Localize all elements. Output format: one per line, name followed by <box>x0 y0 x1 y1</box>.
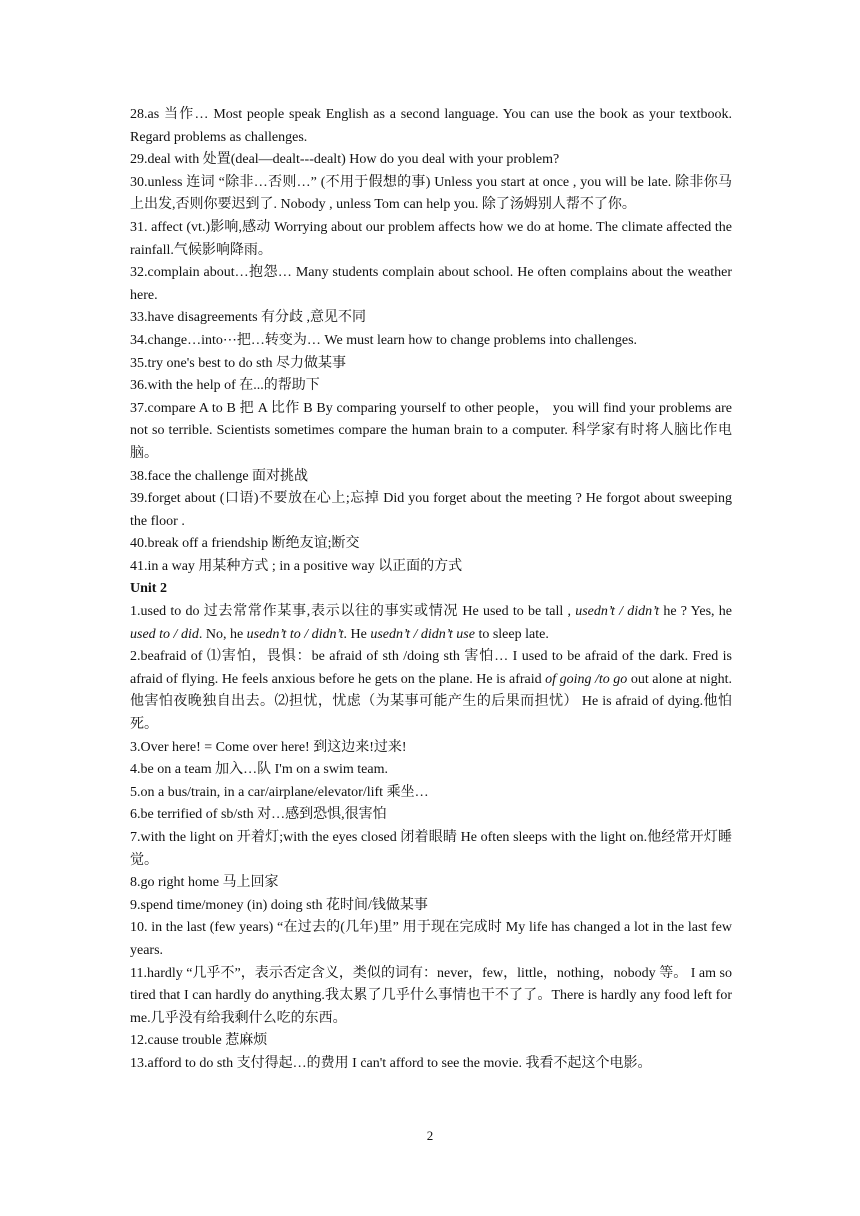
entry-40: 40.break off a friendship 断绝友谊;断交 <box>130 536 360 552</box>
entry-31: 31. affect (vt.)影响,感动 Worrying about our problem affects how we do at home. The climate affected the rainfall.气候影响降雨。 <box>130 219 732 258</box>
unit2-entry-13: 13.afford to do sth 支付得起…的费用 I can't afford to see the movie. 我看不起这个电影。 <box>130 1055 652 1071</box>
unit-heading: Unit 2 <box>130 581 167 597</box>
entry-38: 38.face the challenge 面对挑战 <box>130 468 309 484</box>
entry-41: 41.in a way 用某种方式 ; in a positive way 以正面的方式 <box>130 558 463 574</box>
entry-36: 36.with the help of 在...的帮助下 <box>130 378 320 394</box>
unit2-entry-2 <box>130 646 732 736</box>
entry-29: 29.deal with 处置(deal—dealt---dealt) How do you deal with your problem? <box>130 152 560 168</box>
text-run: out alone at night. 他害怕夜晚独自出去。⑵担忧，忧虑（为某事可能产生的后果而担忧） He is afraid of dying.他怕死。 <box>130 671 733 733</box>
entry-34: 34.change…into⋯把…转变为… We must learn how to change problems into challenges. <box>130 332 638 348</box>
text-run: . He <box>343 626 371 642</box>
text-run: to sleep late. <box>474 626 549 642</box>
entry-33: 33.have disagreements 有分歧 ,意见不同 <box>130 310 367 326</box>
page-number: 2 <box>426 1128 434 1143</box>
unit2-entry-10: 10. in the last (few years) “在过去的(几年)里” 用于现在完成时 My life has changed a lot in the last few years. <box>130 920 732 958</box>
page-content <box>130 104 732 1076</box>
italic-run: of going /to go <box>545 671 628 687</box>
unit2-entry-1 <box>130 601 732 646</box>
unit2-entry-5: 5.on a bus/train, in a car/airplane/elevator/lift 乘坐… <box>130 784 429 800</box>
unit2-entry-4: 4.be on a team 加入…队 I'm on a swim team. <box>130 762 388 778</box>
unit2-entry-12: 12.cause trouble 惹麻烦 <box>130 1033 268 1049</box>
italic-run: usedn’t / didn’t <box>575 604 660 620</box>
italic-run: used to / did <box>130 626 199 642</box>
entry-32: 32.complain about…抱怨… Many students complain about school. He often complains about the weather here. <box>130 265 732 303</box>
entry-30: 30.unless 连词 “除非…否则…” (不用于假想的事) Unless you start at once , you will be late. 除非你马上出发,否则你要迟到了. Nobody , unless Tom can help you. 除了汤姆别人帮不了你。 <box>130 174 732 213</box>
unit2-entry-9: 9.spend time/money (in) doing sth 花时间/钱做某事 <box>130 897 428 913</box>
entry-37: 37.compare A to B 把 A 比作 B By comparing yourself to other people， you will find your problems are not so terrible. Scientists sometimes compare the human brain to a computer. 科学家有时将人脑比作电脑。 <box>130 400 732 461</box>
entry-39: 39.forget about (口语)不要放在心上;忘掉 Did you forget about the meeting ? He forgot about sweeping the floor . <box>130 491 732 529</box>
italic-run: usedn’t to / didn’t <box>246 626 344 642</box>
entry-28: 28.as 当作… Most people speak English as a second language. You can use the book as your textbook. Regard problems as challenges. <box>130 107 732 145</box>
entry-35: 35.try one's best to do sth 尽力做某事 <box>130 355 347 371</box>
italic-run: usedn’t / didn’t use <box>370 626 475 642</box>
text-run: he ? Yes, he <box>659 604 732 620</box>
unit2-entry-11: 11.hardly “几乎不”，表示否定含义，类似的词有：never，few，little，nothing，nobody 等。 I am so tired that I can hardly do anything.我太累了几乎什么事情也干不了了。There is hardly any food left for me.几乎没有给我剩什么吃的东西。 <box>130 965 732 1026</box>
unit2-entry-6: 6.be terrified of sb/sth 对…感到恐惧,很害怕 <box>130 807 387 823</box>
unit2-entry-3: 3.Over here! = Come over here! 到这边来!过来! <box>130 739 407 755</box>
text-run: . No, he <box>198 626 247 642</box>
text-run: 2.beafraid of ⑴害怕，畏惧：be afraid of sth /doing sth 害怕… I used to be afraid of the dark. Fred is afraid of flying. He feels anxious before he gets on the plane. He is afraid <box>130 649 732 687</box>
text-run: 1.used to do 过去常常作某事,表示以往的事实或情况 He used to be tall , <box>130 604 576 620</box>
unit2-entry-7: 7.with the light on 开着灯;with the eyes closed 闭着眼睛 He often sleeps with the light on.他经常开灯睡觉。 <box>130 830 732 868</box>
unit2-entry-8: 8.go right home 马上回家 <box>130 875 279 891</box>
